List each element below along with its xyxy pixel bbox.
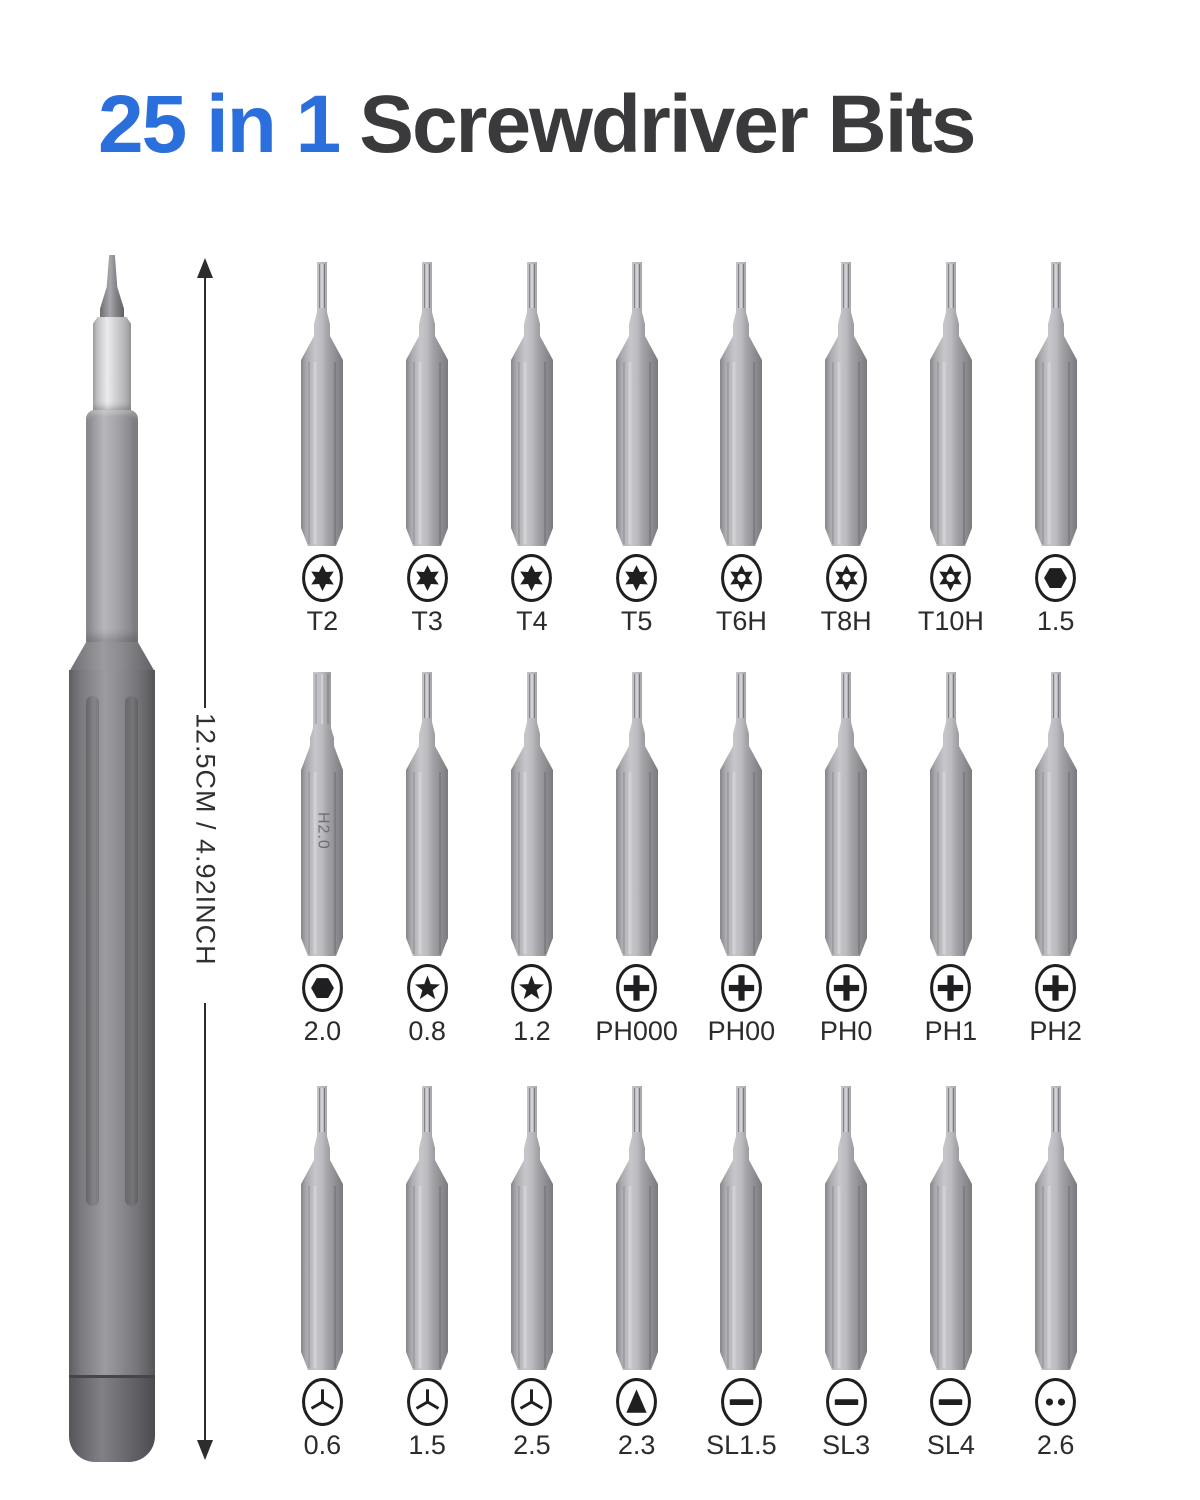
screwdriver-bit (719, 1086, 763, 1372)
bit-size-label: SL4 (926, 1430, 975, 1460)
bit-size-label: T2 (306, 606, 339, 636)
driver-grip-flute (125, 696, 138, 1206)
bit-size-label: 2.0 (303, 1016, 342, 1046)
bit-row (270, 672, 1108, 1045)
screwdriver-bit (719, 672, 763, 958)
screwdriver-bit (824, 672, 868, 958)
triangle-icon (614, 1372, 659, 1427)
dimension-line (204, 1003, 206, 1440)
screwdriver-bit (1034, 672, 1078, 958)
bit-size-label: 2.5 (513, 1430, 551, 1460)
screwdriver-bit (719, 262, 763, 548)
bit-item (1003, 672, 1108, 1045)
bit-item (899, 1086, 1004, 1459)
slotted-icon (928, 1372, 973, 1427)
screwdriver-bit (405, 262, 449, 548)
bit-item (270, 672, 375, 1045)
phillips-icon (1033, 958, 1078, 1013)
phillips-icon (614, 958, 659, 1013)
bit-item (375, 1086, 480, 1459)
bit-size-label: 0.8 (408, 1016, 446, 1046)
bit-size-label: 2.6 (1036, 1430, 1075, 1460)
phillips-icon (824, 958, 869, 1013)
hex-icon (1033, 548, 1078, 603)
tri-point-icon (509, 1372, 554, 1427)
bit-size-label: T3 (411, 606, 443, 636)
screwdriver-bit (615, 1086, 659, 1372)
bit-item (1003, 1086, 1108, 1459)
screwdriver-bit (405, 672, 449, 958)
bit-size-label: T8H (820, 606, 872, 636)
torx-security-icon (928, 548, 973, 603)
length-dimension (190, 258, 220, 1462)
driver-body (69, 670, 155, 1378)
driver-grip-flute (86, 696, 99, 1206)
torx-icon (405, 548, 450, 603)
screwdriver-bit (824, 262, 868, 548)
screwdriver-bit (300, 262, 344, 548)
bit-size-label: PH0 (819, 1016, 873, 1046)
bit-item (689, 1086, 794, 1459)
title-product: Screwdriver Bits (359, 79, 975, 170)
driver-phillips-tip (100, 255, 124, 319)
bit-size-label: 0.6 (303, 1430, 342, 1460)
tri-point-icon (405, 1372, 450, 1427)
screwdriver-bit (510, 1086, 554, 1372)
bit-item (480, 672, 585, 1045)
bit-item (899, 672, 1004, 1045)
bit-item (375, 262, 480, 635)
bits-grid (270, 262, 1108, 1472)
bit-size-label: 1.5 (408, 1430, 446, 1460)
dimension-label: 12.5CM / 4.92INCH (190, 713, 221, 966)
arrow-down-icon (197, 1440, 213, 1460)
screwdriver-bit (300, 1086, 344, 1372)
screwdriver-bit (929, 1086, 973, 1372)
pentalobe-icon (509, 958, 554, 1013)
pentalobe-icon (405, 958, 450, 1013)
bit-item (584, 1086, 689, 1459)
bit-size-label: SL3 (822, 1430, 871, 1460)
bit-row (270, 262, 1108, 635)
bit-item (689, 672, 794, 1045)
bit-item (794, 262, 899, 635)
torx-security-icon (824, 548, 869, 603)
driver-end-cap (69, 1378, 155, 1462)
bit-size-label: PH000 (595, 1016, 678, 1046)
torx-icon (509, 548, 554, 603)
tri-point-icon (300, 1372, 345, 1427)
bit-item (375, 672, 480, 1045)
screwdriver-bit (929, 262, 973, 548)
bit-item (1003, 262, 1108, 635)
screwdriver-bit (1034, 262, 1078, 548)
bit-size-label: T5 (620, 606, 653, 636)
bit-item (584, 262, 689, 635)
screwdriver-bit (405, 1086, 449, 1372)
bit-item (270, 1086, 375, 1459)
bit-item (794, 672, 899, 1045)
bit-size-label: PH2 (1029, 1016, 1082, 1046)
phillips-icon (928, 958, 973, 1013)
bit-size-label: 1.2 (513, 1016, 551, 1046)
bit-item (899, 262, 1004, 635)
screwdriver-bit (510, 672, 554, 958)
bit-shaft-marking: H2.0 (314, 812, 332, 850)
bit-size-label: SL1.5 (706, 1430, 777, 1460)
driver-shoulder (69, 642, 155, 672)
bit-item (689, 262, 794, 635)
bit-size-label: PH1 (924, 1016, 978, 1046)
screwdriver-bit (615, 262, 659, 548)
bit-size-label: T4 (516, 606, 548, 636)
bit-item (584, 672, 689, 1045)
bit-size-label: T10H (917, 606, 984, 636)
slotted-icon (719, 1372, 764, 1427)
screwdriver-handle (60, 255, 164, 1470)
bit-item (794, 1086, 899, 1459)
screwdriver-bit (615, 672, 659, 958)
torx-security-icon (719, 548, 764, 603)
dimension-line (204, 276, 206, 708)
bit-item (480, 262, 585, 635)
bit-item (270, 262, 375, 635)
bit-size-label: 2.3 (617, 1430, 656, 1460)
screwdriver-bit (824, 1086, 868, 1372)
torx-icon (614, 548, 659, 603)
phillips-icon (719, 958, 764, 1013)
bit-item (480, 1086, 585, 1459)
page-title (98, 79, 975, 170)
title-count: 25 in 1 (98, 79, 340, 170)
driver-bit-shank (93, 317, 131, 412)
bit-row (270, 1086, 1108, 1459)
u-type-icon (1033, 1372, 1078, 1427)
bit-size-label: PH00 (707, 1016, 776, 1046)
screwdriver-bit (1034, 1086, 1078, 1372)
screwdriver-bit (929, 672, 973, 958)
driver-chuck (86, 410, 138, 642)
bit-size-label: 1.5 (1036, 606, 1075, 636)
bit-size-label: T6H (715, 606, 767, 636)
screwdriver-bit (510, 262, 554, 548)
arrow-up-icon (197, 258, 213, 278)
torx-icon (300, 548, 345, 603)
slotted-icon (824, 1372, 869, 1427)
hex-icon (300, 958, 345, 1013)
